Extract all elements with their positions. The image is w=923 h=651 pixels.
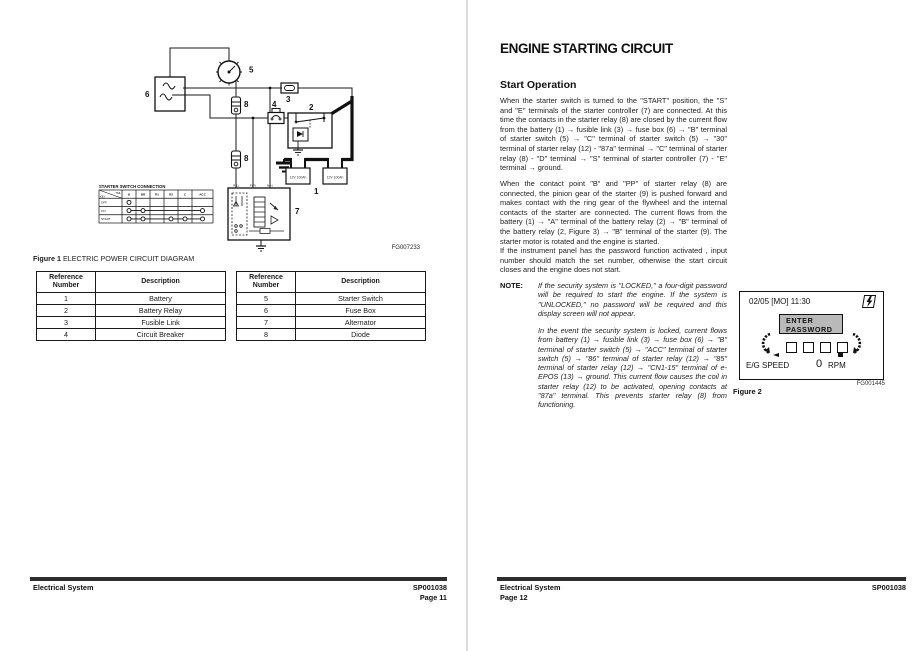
ref-label-8b: 8: [244, 154, 249, 163]
figure2-code: FG001445: [856, 381, 885, 387]
note-paragraph-2: In the event the security system is locked, current flows from battery (1) → fusible link (3) → fuse box (6) → "B" terminal of starter switch (5) → "ACC" terminal of starter switch (5) → "86" terminal of starter relay (12) → "85" terminal of starter relay (12) → "CN1-15" terminal of e-EPOS (13) → ground. This current flow causes the coil in starter relay (12) to be activated, opening contacts at "87a" terminal. This prevents starter relay (8) from functioning.: [538, 326, 727, 410]
ref-desc: Diode: [296, 329, 426, 341]
corner-key: KEY: [100, 194, 106, 199]
ref-num: 8: [237, 329, 296, 341]
col-c: C: [183, 192, 187, 197]
ref-desc: Alternator: [296, 317, 426, 329]
note-paragraph-1: If the security system is "LOCKED," a four-digit password will be required to start the engine. If the system is "UNLOCKED," no password will be required and this display screen will not appear.: [538, 281, 727, 318]
battery-rating: 12V 100Ah: [289, 175, 307, 180]
switch-table-title: STARTER SWITCH CONNECTION: [99, 184, 166, 189]
page-right: [468, 0, 923, 651]
engine-speed-label: E/G SPEED: [746, 361, 790, 370]
figure1-caption: [33, 254, 194, 263]
col-br: BR: [140, 192, 146, 197]
ref-label-1: 1: [314, 187, 319, 196]
section-subtitle: Start Operation: [500, 79, 577, 91]
reference-table-1: [36, 271, 226, 341]
ref-num: 4: [37, 329, 96, 341]
password-digit-box: [837, 342, 848, 353]
footer-page-number: Page 11: [419, 592, 447, 602]
col-r1: R1: [155, 192, 159, 197]
engine-speed-value: 0: [816, 358, 823, 370]
col-acc: ACC: [199, 192, 206, 197]
terminal-label-rl: R(L): [233, 183, 239, 188]
password-digit-box: [803, 342, 814, 353]
table-row: [37, 329, 226, 341]
starter-switch-symbol: [216, 59, 242, 86]
row-start: START: [101, 217, 111, 222]
ref-desc: Starter Switch: [296, 293, 426, 305]
password-digit-box: [786, 342, 797, 353]
figure2-caption: Figure 2: [733, 387, 762, 396]
flash-icon: [862, 295, 876, 308]
battery-symbol: [286, 168, 347, 184]
corner-tml: TML: [115, 191, 121, 196]
ref-desc: Circuit Breaker: [96, 329, 226, 341]
table-header-row: [37, 272, 226, 293]
junction-dot: [252, 117, 255, 120]
footer-page-number: Page 12: [500, 592, 528, 602]
header-reference-number: Reference Number: [237, 272, 296, 293]
ref-label-3: 3: [286, 95, 291, 104]
dial-arrow-right-icon: [850, 332, 865, 356]
display-datetime: 02/05 [MO] 11:30: [749, 297, 811, 306]
header-description: Description: [296, 272, 426, 293]
alternator-symbol: [228, 188, 290, 251]
footer-doc-number: SP001038: [871, 583, 906, 592]
footer-section: Electrical System: [33, 583, 94, 592]
figure1-caption-label: Figure 1: [33, 254, 61, 263]
battery-rating: 12V 100Ah: [326, 175, 344, 180]
diode-symbol: [232, 151, 241, 168]
col-b: B: [127, 192, 131, 197]
battery-relay-symbol: [288, 113, 332, 155]
ref-label-6: 6: [145, 90, 150, 99]
row-off: OFF: [101, 200, 107, 205]
footer-doc-number: SP001038: [412, 583, 447, 592]
password-digit-box: [820, 342, 831, 353]
ref-num: 1: [37, 293, 96, 305]
cursor-left-icon: [773, 353, 779, 357]
ref-label-2: 2: [309, 103, 314, 112]
table-row: [37, 317, 226, 329]
enter-password-box: [779, 314, 843, 334]
footer-rule: [30, 577, 447, 581]
col-r2: R2: [169, 192, 173, 197]
figure1-code: FG007233: [391, 245, 420, 251]
paragraph-3: If the instrument panel has the password function activated , input number should match the set number, otherwise the start circuit closes and the engine does not start.: [500, 246, 727, 275]
diode-symbol: [232, 97, 241, 114]
table-row: [237, 317, 426, 329]
ref-label-7: 7: [295, 207, 300, 216]
ref-label-5: 5: [249, 65, 254, 75]
ref-num: 2: [37, 305, 96, 317]
ref-desc: Fusible Link: [96, 317, 226, 329]
paragraph-1: When the starter switch is turned to the "START" position, the "S" and "E" terminals of the starter controller (7) are connected. At this time the contacts in the starter relay (8) are closed by the current flow from the battery (1) → fusible link (3) → fuse box (6) → "B" terminal of starter switch (5) → "C" terminal of starter switch (5) → "30" terminal of starter relay (12) - "87a" terminal → "C" terminal of starter relay (8) - "D" terminal → "S" terminal of starter controller (7) - "E" terminal → ground.: [500, 96, 727, 173]
table-header-row: [237, 272, 426, 293]
ref-desc: Battery: [96, 293, 226, 305]
reference-table-2: [236, 271, 426, 341]
table-row: [237, 329, 426, 341]
ref-num: 5: [237, 293, 296, 305]
header-reference-number: Reference Number: [37, 272, 96, 293]
table-row: [37, 305, 226, 317]
table-row: [37, 293, 226, 305]
terminal-label-pr: P(R): [249, 183, 257, 188]
fusible-link-symbol: [281, 83, 298, 93]
password-prompt-line1: ENTER: [786, 316, 814, 325]
ref-desc: Fuse Box: [296, 305, 426, 317]
electric-power-circuit-diagram: [85, 40, 425, 255]
ref-num: 6: [237, 305, 296, 317]
figure1-caption-text: ELECTRIC POWER CIRCUIT DIAGRAM: [60, 254, 195, 263]
ref-label-4: 4: [272, 100, 277, 109]
ref-desc: Battery Relay: [96, 305, 226, 317]
footer-section: Electrical System: [500, 583, 561, 592]
table-row: [237, 293, 426, 305]
dial-arrow-left-icon: [758, 332, 773, 356]
junction-dot: [269, 87, 272, 90]
ref-num: 7: [237, 317, 296, 329]
ref-num: 3: [37, 317, 96, 329]
figure2-display-panel: [739, 291, 884, 380]
password-prompt-line2: PASSWORD: [786, 325, 833, 335]
note-label: NOTE:: [500, 281, 523, 290]
terminal-label-bp: B(+): [267, 183, 273, 188]
fuse-box-symbol: [155, 77, 185, 111]
engine-speed-unit: RPM: [828, 361, 846, 370]
table-row: [237, 305, 426, 317]
page-title: ENGINE STARTING CIRCUIT: [500, 41, 673, 56]
row-on: ON: [101, 208, 106, 213]
cursor-right-icon: [838, 353, 843, 357]
header-description: Description: [96, 272, 226, 293]
starter-switch-connection-table: [99, 184, 213, 223]
footer-rule: [497, 577, 906, 581]
paragraph-2: When the contact point "B" and "PP" of starter relay (8) are connected, the pinion gear of the starter (9) is pushed forward and makes contact with the ring gear of the flywheel and the internal contacts of the starter are connected. The current flows from the battery (1) → "A" terminal of the battery relay (2) → "B" terminal of the battery relay (2, Figure 3) → "B" terminal of the starter (9). The starter motor is rotated and the engine is started.: [500, 179, 727, 246]
ref-label-8: 8: [244, 100, 249, 109]
